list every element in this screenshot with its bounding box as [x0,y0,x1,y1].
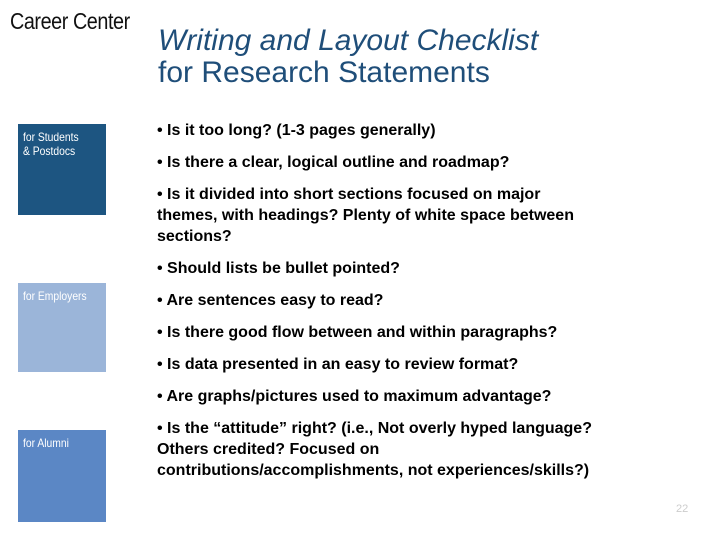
checklist-item: • Is data presented in an easy to review format? [157,356,519,373]
nav-employers-label: for Employers [23,289,87,303]
nav-students-label: for Students & Postdocs [23,130,79,158]
checklist-item: • Are graphs/pictures used to maximum advantage? [157,388,552,405]
page-number: 22 [676,503,689,515]
checklist-item: • Is there a clear, logical outline and roadmap? [157,154,510,171]
checklist-item: • Is the “attitude” right? (i.e., Not overly hyped language? Others credited? Focused on contributions/accomplishments, not experiences/skills?) [157,420,592,479]
nav-alumni[interactable] [18,430,106,522]
page-title: Writing and Layout Checklist [158,24,539,57]
nav-alumni-label: for Alumni [23,436,69,450]
nav-students-postdocs[interactable] [18,124,106,215]
page-subtitle: for Research Statements [158,56,490,89]
career-center-logo: Career Center [10,8,130,34]
checklist-item: • Are sentences easy to read? [157,292,384,309]
nav-employers[interactable] [18,283,106,372]
checklist-item: • Should lists be bullet pointed? [157,260,400,277]
checklist-item: • Is there good flow between and within paragraphs? [157,324,558,341]
checklist [157,120,712,492]
checklist-item: • Is it divided into short sections focused on major themes, with headings? Plenty of white space between sections? [157,186,574,245]
checklist-item: • Is it too long? (1-3 pages generally) [157,122,436,139]
